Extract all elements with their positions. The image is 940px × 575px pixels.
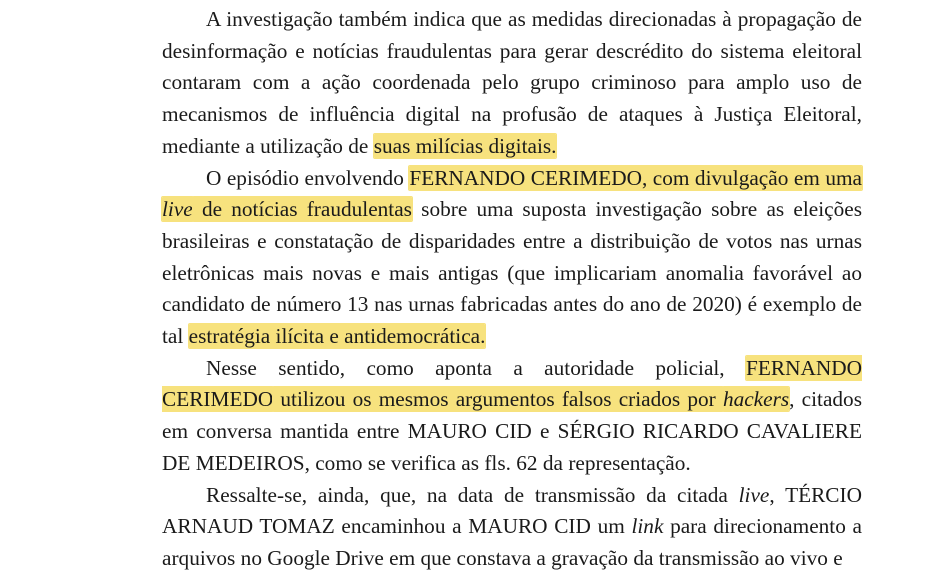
- paragraph-4: [162, 480, 862, 575]
- text-run: , citados em conversa mantida entre MAURO CID e SÉRGIO RICARDO CAVALIERE DE MEDEIROS, como se verifica as fls. 62 da representação.: [162, 387, 862, 475]
- highlighted-text: FERNANDO CERIMEDO, com divulgação em uma: [409, 165, 862, 190]
- paragraph-3: [162, 353, 862, 480]
- text-run: , TÉRCIO ARNAUD TOMAZ encaminhou a MAURO CID um: [162, 482, 862, 539]
- highlighted-text: suas milícias digitais.: [373, 133, 557, 158]
- italic-text: link: [631, 514, 664, 539]
- highlighted-text: utilizou os mesmos argumentos falsos criados por: [273, 387, 723, 412]
- text-run: A investigação também indica que as medidas direcionadas à propagação de desinformação e notícias fraudulentas para gerar descrédito do sistema eleitoral contaram com a ação coordenada pelo grupo criminoso para amplo uso de mecanismos de influência digital na profusão de ataques à Justiça Eleitoral, mediante a utilização de: [162, 7, 862, 158]
- highlighted-text: de notícias fraudulentas: [192, 197, 412, 222]
- text-run: sobre uma suposta investigação sobre as eleições brasileiras e constatação de disparidades entre a distribuição de votos nas urnas eletrônicas mais novas e mais antigas (que implicariam anomalia favorável ao candidato de número 13 nas urnas fabricadas antes do ano de 2020) é exemplo de tal: [162, 197, 862, 349]
- highlighted-text: FERNANDO CERIMEDO: [162, 355, 862, 412]
- italic-text: live: [738, 482, 770, 507]
- paragraph-2: [162, 163, 862, 353]
- highlighted-text: estratégia ilícita e antidemocrática.: [188, 324, 486, 349]
- highlighted-italic-text: hackers: [722, 387, 790, 412]
- text-run: Ressalte-se, ainda, que, na data de transmissão da citada: [206, 482, 739, 507]
- text-run: O episódio envolvendo: [206, 165, 410, 190]
- text-run: para direcionamento a arquivos no Google Drive em que constava a gravação da transmissão ao vivo e: [162, 514, 862, 570]
- paragraph-1: [162, 4, 862, 163]
- text-run: Nesse sentido, como aponta a autoridade policial,: [206, 355, 747, 380]
- highlighted-italic-text: live: [162, 197, 193, 222]
- document-body: [162, 4, 862, 575]
